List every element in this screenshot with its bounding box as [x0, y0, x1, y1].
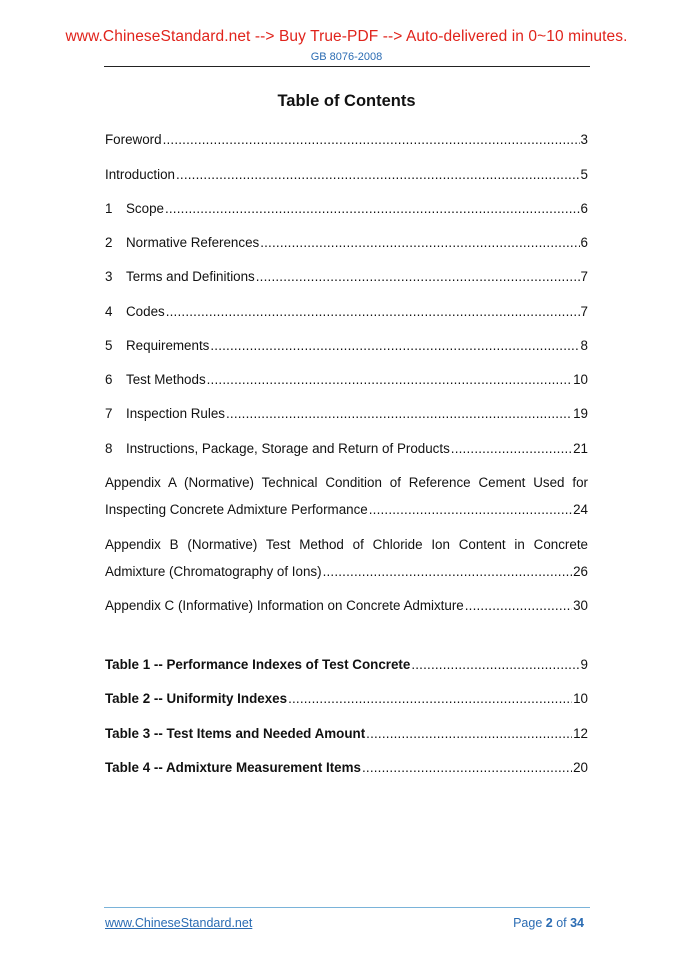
toc-entry-page: 24: [573, 502, 588, 517]
footer-divider: [104, 907, 590, 908]
toc-entry-label: Admixture (Chromatography of Ions): [105, 564, 322, 579]
toc-entry-label: Normative References: [126, 235, 260, 250]
toc-entry-number: 3: [105, 269, 113, 284]
leader-dots: [210, 338, 579, 354]
toc-entry-page: 20: [573, 760, 588, 775]
leader-dots: [163, 132, 580, 148]
toc-entry-label: Requirements: [126, 338, 210, 353]
toc-entry-page: 7: [580, 304, 588, 319]
footer-page-number: [513, 916, 584, 930]
toc-entry-test-methods[interactable]: [105, 372, 588, 388]
toc-entry-page: 9: [580, 657, 588, 672]
toc-entry-codes[interactable]: [105, 304, 588, 320]
toc-entry-page: 12: [573, 726, 588, 741]
toc-entry-label: Test Methods: [126, 372, 206, 387]
toc-entry-appendix-c[interactable]: [105, 598, 588, 614]
leader-dots: [256, 269, 580, 285]
toc-entry-appendix-b[interactable]: [105, 564, 588, 580]
toc-entry-normative-references[interactable]: [105, 235, 588, 251]
toc-entry-page: 21: [573, 441, 588, 456]
toc-entry-label: Table 4 -- Admixture Measurement Items: [105, 760, 361, 775]
toc-entry-page: 8: [580, 338, 588, 353]
toc-entry-table-1[interactable]: [105, 657, 588, 673]
toc-entry-number: 4: [105, 304, 113, 319]
toc-entry-foreword[interactable]: [105, 132, 588, 148]
standard-number: GB 8076-2008: [310, 51, 383, 63]
toc-entry-requirements[interactable]: [105, 338, 588, 354]
leader-dots: [451, 441, 572, 457]
toc-entry-label: Inspecting Concrete Admixture Performance: [105, 502, 368, 517]
toc-entry-page: 3: [580, 132, 588, 147]
toc-entry-table-4[interactable]: [105, 760, 588, 776]
toc-entry-label: Table 1 -- Performance Indexes of Test Concrete: [105, 657, 411, 672]
toc-entry-instructions-package[interactable]: [105, 441, 588, 457]
leader-dots: [260, 235, 579, 251]
leader-dots: [166, 304, 580, 320]
toc-entry-label: Table 3 -- Test Items and Needed Amount: [105, 726, 366, 741]
page-total: 34: [570, 916, 584, 930]
toc-entry-scope[interactable]: [105, 201, 588, 217]
leader-dots: [176, 167, 580, 183]
toc-entry-number: 1: [105, 201, 113, 216]
leader-dots: [366, 726, 572, 742]
leader-dots: [411, 657, 579, 673]
toc-entry-page: 10: [573, 372, 588, 387]
toc-entry-introduction[interactable]: [105, 167, 588, 183]
toc-entry-appendix-a[interactable]: [105, 502, 588, 518]
toc-entry-page: 30: [573, 598, 588, 613]
toc-entry-page: 19: [573, 406, 588, 421]
toc-entry-label: Scope: [126, 201, 164, 216]
toc-entry-label: Terms and Definitions: [126, 269, 255, 284]
toc-entry-number: 8: [105, 441, 113, 456]
leader-dots: [465, 598, 572, 614]
page-title: Table of Contents: [277, 92, 416, 110]
header-banner[interactable]: www.ChineseStandard.net --> Buy True-PDF --> Auto-delivered in 0~10 minutes.: [65, 28, 628, 45]
toc-entry-label: Appendix C (Informative) Information on Concrete Admixture: [105, 598, 464, 613]
toc-entry-label: Introduction: [105, 167, 175, 182]
toc-entry-label: Codes: [126, 304, 165, 319]
leader-dots: [165, 201, 580, 217]
toc-entry-number: 6: [105, 372, 113, 387]
page-current: 2: [545, 916, 553, 930]
page-of: of: [552, 916, 571, 930]
toc-entry-page: 7: [580, 269, 588, 284]
appendix-a-line-1[interactable]: Appendix A (Normative) Technical Condition of Reference Cement Used for: [105, 475, 588, 490]
toc-entry-table-3[interactable]: [105, 726, 588, 742]
leader-dots: [323, 564, 573, 580]
toc-entry-label: Table 2 -- Uniformity Indexes: [105, 691, 288, 706]
toc-entry-inspection-rules[interactable]: [105, 406, 588, 422]
toc-entry-number: 2: [105, 235, 113, 250]
page-prefix: Page: [513, 916, 546, 930]
toc-entry-page: 10: [573, 691, 588, 706]
toc-entry-number: 7: [105, 406, 113, 421]
toc-entry-label: Instructions, Package, Storage and Return of Products: [126, 441, 450, 456]
toc-entry-label: Inspection Rules: [126, 406, 225, 421]
leader-dots: [369, 502, 572, 518]
leader-dots: [226, 406, 572, 422]
leader-dots: [362, 760, 572, 776]
toc-entry-page: 6: [580, 201, 588, 216]
toc-entry-terms-definitions[interactable]: [105, 269, 588, 285]
toc-entry-page: 26: [573, 564, 588, 579]
leader-dots: [207, 372, 572, 388]
leader-dots: [288, 691, 572, 707]
toc-entry-table-2[interactable]: [105, 691, 588, 707]
toc-entry-page: 5: [580, 167, 588, 182]
toc-entry-number: 5: [105, 338, 113, 353]
toc-entry-page: 6: [580, 235, 588, 250]
toc-entry-label: Foreword: [105, 132, 162, 147]
header-divider: [104, 66, 590, 67]
footer-website-link[interactable]: www.ChineseStandard.net: [105, 916, 253, 930]
appendix-b-line-1[interactable]: Appendix B (Normative) Test Method of Chloride Ion Content in Concrete: [105, 537, 588, 552]
